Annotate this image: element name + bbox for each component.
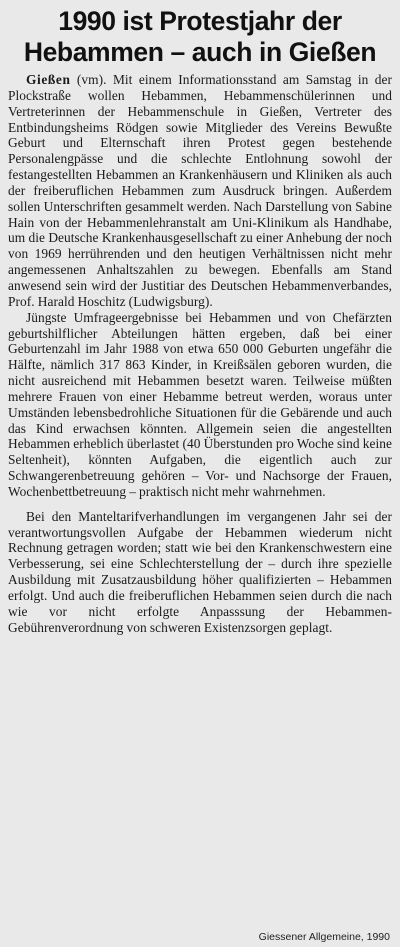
dateline: Gießen [26, 72, 71, 87]
source-credit: Giessener Allgemeine, 1990 [258, 931, 390, 943]
headline-line-2: Hebammen – auch in Gießen [23, 37, 377, 67]
paragraph-1 [8, 72, 392, 310]
paragraph-1-text: (vm). Mit einem Informationsstand am Samstag in der Plockstraße wollen Hebammen, Hebammenschülerinnen und Vertreterinnen der Hebammenschule in Gießen, Vertreter des Entbindungsheims Rödgen sowie Mitglieder des Vereins Bewußte Geburt und Elternschaft ihren Protest gegen bestehende Personalengpässe und die schlechte Entlohnung sowohl der festangestellten Hebammen an Krankenhäusern und Kliniken als auch der freiberuflichen Hebammen zum Ausdruck bringen. Außerdem sollen Unterschriften gesammelt werden. Nach Darstellung von Sabine Hain von der Hebammenlehranstalt am Uni-Klinikum als Handhabe, um die Deutsche Krankenhausgesellschaft zu einer Anhebung der noch von 1969 herrührenden und den heutigen Verhältnissen nicht mehr angemessenen Anhaltszahlen zu bewegen. Ebenfalls am Stand anwesend sein wird der Justitiar des Deutschen Hebammenverbandes, Prof. Harald Hoschitz (Ludwigsburg). [8, 72, 392, 309]
headline-line-1: 1990 ist Protestjahr der [58, 6, 342, 36]
headline [0, 0, 400, 68]
article-body [8, 72, 392, 636]
paragraph-3: Bei den Manteltarifverhandlungen im vergangenen Jahr sei der verantwortungsvollen Aufgabe der Hebammen wiederum nicht Rechnung getragen worden; statt wie bei den Krankenschwestern eine Verbesserung, sei eine Schlechterstellung der – durch ihre spezielle Ausbildung mit Zusatzausbildung höher qualifizierten – Hebammen erfolgt. Und auch die freiberuflichen Hebammen seien durch die nach wie vor nicht erfolgte Anpasssung der Hebammen-Gebührenverordnung von schweren Existenzsorgen geplagt. [8, 508, 392, 635]
paragraph-2: Jüngste Umfrageergebnisse bei Hebammen und von Chefärzten geburtshilflicher Abteilungen hätten ergeben, daß bei einer Geburtenzahl im Jahr 1988 von etwa 650 000 Geburten ungefähr die Hälfte, nämlich 317 863 Kinder, in Kreißsälen geboren wurden, die nicht ausreichend mit Hebammen besetzt waren. Teilweise müßten mehrere Frauen von einer Hebamme betreut werden, woraus unter Umständen lebensbedrohliche Situationen für die Gebärende und auch das Kind erwachsen könnten. Allgemein seien die angestellten Hebammen erheblich überlastet (40 Überstunden pro Woche sind keine Seltenheit), könnten Aufgaben, die eigentlich auch zur Schwangerenbetreuung gehören – Vor- und Nachsorge der Frauen, Wochenbettbetreuung – praktisch nicht mehr wahrnehmen. [8, 309, 392, 499]
